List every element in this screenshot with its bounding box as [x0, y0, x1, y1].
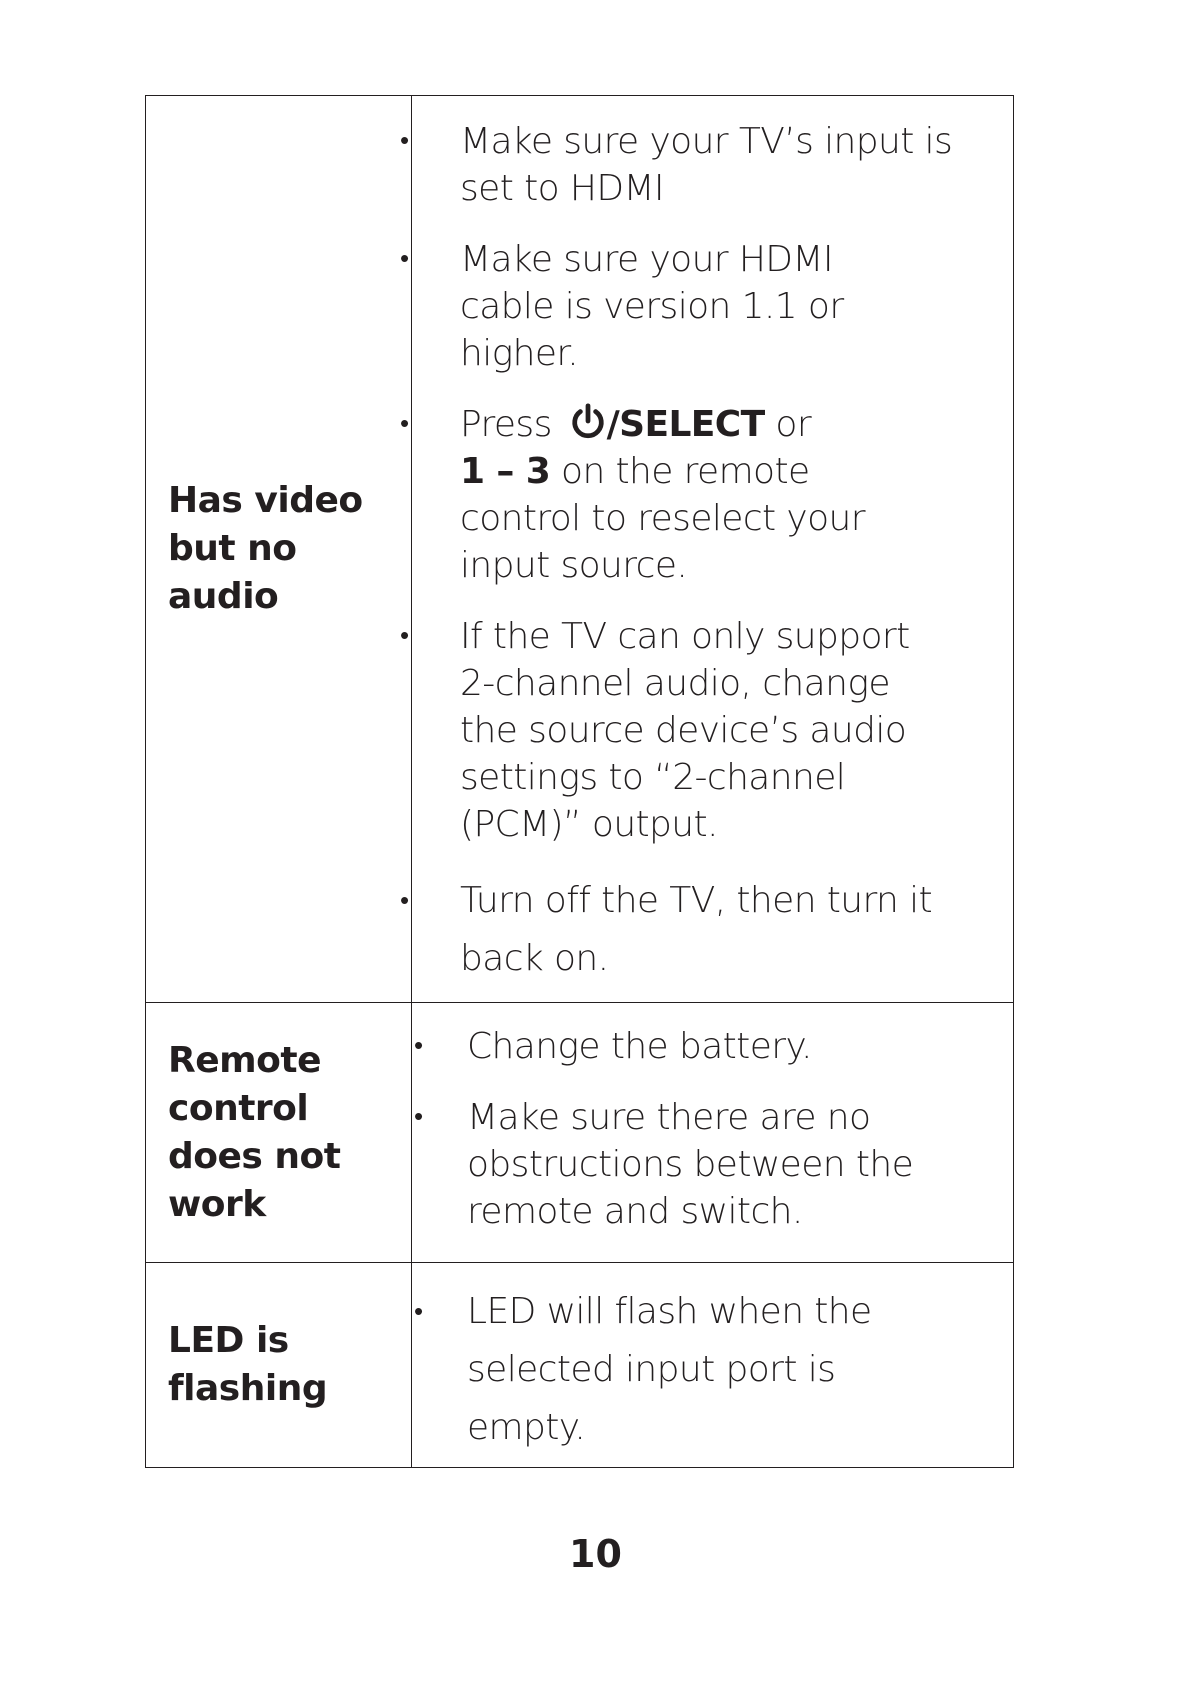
troubleshooting-table: [145, 95, 1014, 1468]
solution-text: Change the battery.: [467, 1026, 812, 1067]
bullet: •: [400, 126, 409, 156]
bullet: •: [414, 1102, 423, 1132]
solution-text: Make sure your TV’s input is set to HDMI: [460, 121, 953, 209]
list-item: [100, 401, 930, 589]
solution-text-or: or: [764, 404, 812, 445]
solution-text: LED will flash when the selected input port is empty.: [467, 1291, 872, 1448]
list-item: [100, 872, 960, 988]
table-row: [146, 96, 1014, 1003]
solution-text-press: Press: [460, 404, 563, 445]
bullet: •: [414, 1031, 423, 1061]
solution-list: [107, 1023, 993, 1235]
bullet: •: [414, 1297, 423, 1327]
solution-cell: [412, 1003, 1014, 1263]
solution-text: Turn off the TV, then turn it back on.: [460, 880, 933, 979]
problem-label: Remote control does not work: [168, 1039, 341, 1225]
solution-cell: [400, 96, 1014, 1003]
problem-label: Has video but no audio: [168, 480, 363, 617]
list-item: [100, 118, 980, 212]
power-icon: [569, 403, 607, 441]
number-keys-label: 1 – 3: [460, 451, 551, 492]
table-row: [146, 1003, 1014, 1263]
solution-text: Make sure there are no obstructions between the remote and switch.: [467, 1097, 914, 1232]
list-item: [107, 1094, 927, 1235]
solution-text-rest: on the remote control to reselect your input source.: [460, 451, 865, 586]
table-row: [146, 1263, 1014, 1468]
solution-list: [100, 118, 993, 988]
bullet: •: [400, 244, 409, 274]
problem-label: LED is flashing: [168, 1320, 328, 1409]
list-item: [107, 1023, 967, 1070]
page-number: 10: [569, 1532, 622, 1576]
bullet: •: [400, 621, 409, 651]
list-item: [107, 1283, 907, 1457]
solution-text: Make sure your HDMI cable is version 1.1 or higher.: [460, 239, 844, 374]
solution-cell: [412, 1263, 1014, 1468]
list-item: [100, 613, 940, 848]
solution-list: [107, 1283, 993, 1457]
solution-text: If the TV can only support 2-channel audio, change the source device’s audio settings to “2-channel (PCM)” output.: [460, 616, 910, 845]
bullet: •: [400, 886, 409, 916]
bullet: •: [400, 409, 409, 439]
select-key-label: /SELECT: [606, 404, 765, 445]
list-item: [100, 236, 880, 377]
